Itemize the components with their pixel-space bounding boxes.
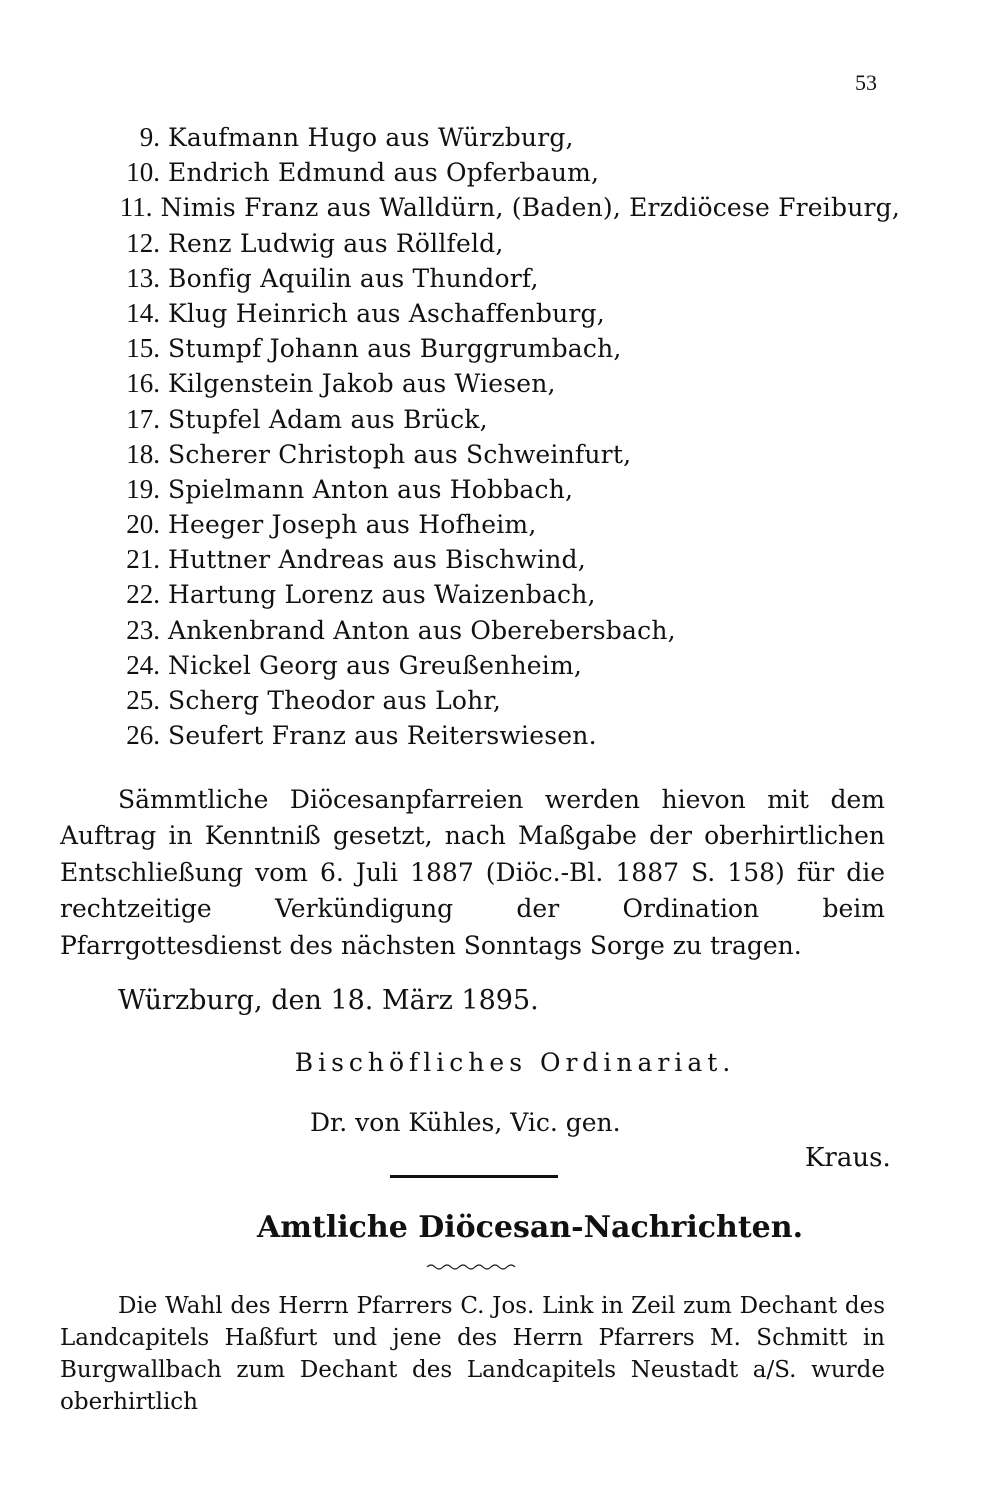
- list-item: [100, 402, 900, 437]
- list-item-text: Stupfel Adam aus Brück,: [168, 404, 488, 434]
- ornament-squiggle: [425, 1262, 517, 1272]
- list-item-number: 13.: [126, 262, 160, 293]
- list-item-number: 15.: [126, 333, 160, 364]
- list-item-number: 19.: [126, 473, 160, 504]
- list-item-number: 11.: [119, 192, 153, 223]
- list-item: [100, 507, 900, 542]
- list-item: [100, 437, 900, 472]
- list-item-number: 26.: [126, 720, 160, 751]
- list-item: [100, 155, 900, 190]
- list-item-text: Hartung Lorenz aus Waizenbach,: [168, 580, 596, 610]
- list-item-text: Stumpf Johann aus Burggrumbach,: [168, 334, 622, 364]
- list-item-text: Scherer Christoph aus Schweinfurt,: [168, 439, 632, 469]
- list-item: [100, 366, 900, 401]
- date-line: Würzburg, den 18. März 1895.: [118, 985, 539, 1016]
- list-item-text: Ankenbrand Anton aus Oberebersbach,: [168, 615, 676, 645]
- list-item-number: 16.: [126, 368, 160, 399]
- list-item-number: 21.: [126, 544, 160, 575]
- list-item: [100, 226, 900, 261]
- list-item-text: Spielmann Anton aus Hobbach,: [168, 474, 574, 504]
- list-item: [100, 648, 900, 683]
- issuing-authority: Bischöfliches Ordinariat.: [294, 1048, 736, 1077]
- section-divider: [390, 1175, 558, 1178]
- list-item-text: Renz Ludwig aus Röllfeld,: [168, 228, 504, 258]
- list-item-text: Klug Heinrich aus Aschaffenburg,: [168, 298, 605, 328]
- list-item-number: 20.: [126, 509, 160, 540]
- list-item-text: Kaufmann Hugo aus Würzburg,: [168, 123, 574, 152]
- list-item: [100, 542, 900, 577]
- instruction-paragraph: Sämmtliche Diöcesanpfarreien werden hievon mit dem Auftrag in Kenntniß gesetzt, nach Maßgabe der oberhirtlichen Entschließung vom 6. Juli 1887 (Diöc.-Bl. 1887 S. 158) für die rechtzeitige Verkündigung der Ordination beim Pfarrgottesdienst des nächsten Sonntags Sorge zu tragen.: [60, 785, 885, 960]
- signer-name: Dr. von Kühles, Vic. gen.: [310, 1108, 621, 1137]
- list-item-number: 14.: [126, 297, 160, 328]
- list-item-number: 23.: [126, 614, 160, 645]
- list-item-text: Nimis Franz aus Walldürn, (Baden), Erzdiöcese Freiburg,: [160, 193, 900, 223]
- list-item-number: 25.: [126, 685, 160, 715]
- list-item-text: Heeger Joseph aus Hofheim,: [168, 510, 537, 540]
- list-item: [100, 120, 900, 155]
- list-item-number: 17.: [126, 403, 160, 434]
- list-item: [100, 296, 900, 331]
- list-item: [100, 472, 900, 507]
- list-item-number: 18.: [126, 438, 160, 469]
- list-item-number: 12.: [126, 227, 160, 258]
- list-item: [100, 613, 900, 648]
- list-item: [100, 190, 900, 225]
- list-item-text: Nickel Georg aus Greußenheim,: [168, 650, 583, 680]
- list-item: [100, 331, 900, 366]
- list-item-number: 22.: [126, 579, 160, 610]
- list-item-text: Seufert Franz aus Reiterswiesen.: [168, 721, 597, 751]
- page-number: 53: [855, 70, 877, 95]
- list-item: [100, 718, 900, 753]
- list-item-text: Scherg Theodor aus Lohr,: [168, 686, 501, 715]
- ordinand-list: [100, 120, 900, 753]
- list-item-number: 10.: [126, 157, 160, 188]
- notice-paragraph: Die Wahl des Herrn Pfarrers C. Jos. Link in Zeil zum Dechant des Landcapitels Haßfurt und jene des Herrn Pfarrers M. Schmitt in Burgwallbach zum Dechant des Landcapitels Neustadt a/S. wurde oberhirtlich: [60, 1293, 885, 1415]
- list-item-text: Huttner Andreas aus Bischwind,: [168, 545, 586, 575]
- section-heading: Amtliche Diöcesan-Nachrichten.: [256, 1210, 804, 1245]
- list-item-number: 9.: [139, 122, 160, 152]
- list-item-text: Endrich Edmund aus Opferbaum,: [168, 158, 600, 188]
- list-item-text: Bonfig Aquilin aus Thundorf,: [168, 263, 539, 293]
- list-item: [100, 577, 900, 612]
- list-item: [100, 683, 900, 718]
- secretary-name: Kraus.: [805, 1143, 891, 1173]
- list-item-text: Kilgenstein Jakob aus Wiesen,: [168, 369, 556, 399]
- list-item: [100, 261, 900, 296]
- list-item-number: 24.: [126, 649, 160, 680]
